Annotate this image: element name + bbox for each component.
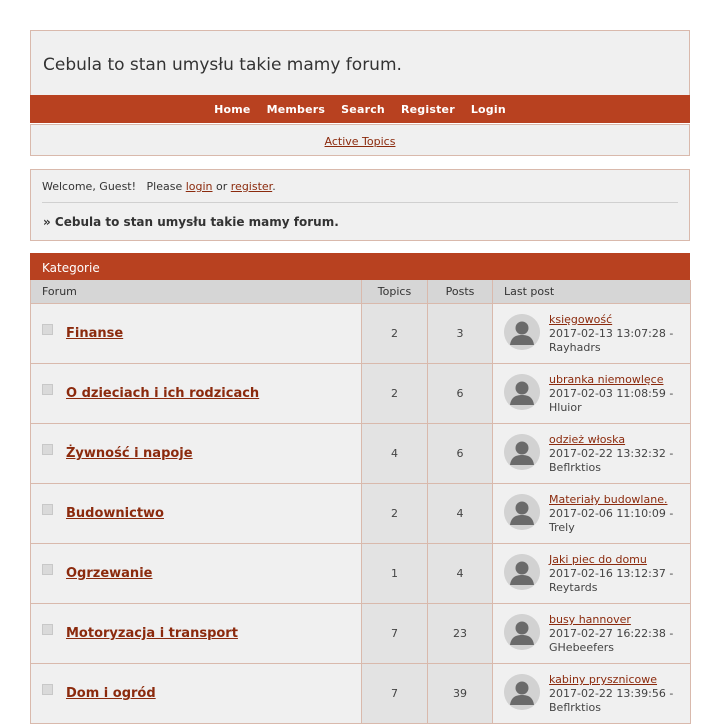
last-post-date: 2017-02-22 13:39:56 - [549, 687, 674, 700]
forum-cell [31, 364, 362, 424]
forum-status-icon [42, 324, 53, 335]
forum-cell [31, 304, 362, 364]
column-header-forum: Forum [31, 280, 362, 304]
sub-navigation [30, 124, 690, 156]
forum-link[interactable]: Dom i ogród [66, 686, 156, 701]
forum-link[interactable]: O dzieciach i ich rodzicach [66, 386, 260, 401]
forum-cell [31, 544, 362, 604]
column-header-posts: Posts [428, 280, 493, 304]
forum-status-icon [42, 384, 53, 395]
forum-link[interactable]: Budownictwo [66, 506, 164, 521]
register-link[interactable]: register [230, 180, 273, 193]
welcome-or: or [216, 180, 228, 193]
table-row [31, 364, 691, 424]
table-row [31, 604, 691, 664]
welcome-prefix: Welcome, Guest! Please [42, 180, 183, 193]
topics-count: 2 [362, 304, 428, 364]
last-post-user: Reytards [549, 581, 598, 594]
last-post-info [549, 673, 673, 715]
last-post-date: 2017-02-16 13:12:37 - [549, 567, 674, 580]
last-post-info [549, 433, 673, 475]
last-post-user: Hluior [549, 401, 582, 414]
category-header [30, 253, 690, 280]
topics-count: 7 [362, 604, 428, 664]
last-post-link[interactable]: busy hannover [549, 613, 631, 626]
forum-cell [31, 664, 362, 724]
table-row [31, 424, 691, 484]
nav-login-link[interactable]: Login [470, 102, 506, 116]
topics-count: 1 [362, 544, 428, 604]
last-post-user: GHebeefers [549, 641, 614, 654]
posts-count: 4 [428, 484, 493, 544]
last-post-cell [493, 424, 691, 484]
default-avatar-icon [504, 434, 540, 470]
forum-cell [31, 424, 362, 484]
last-post-info [549, 613, 673, 655]
breadcrumb: » Cebula to stan umysłu takie mamy forum. [43, 215, 339, 229]
active-topics-link[interactable]: Active Topics [324, 135, 396, 148]
column-header-topics: Topics [362, 280, 428, 304]
forum-link[interactable]: Żywność i napoje [66, 446, 193, 461]
last-post-cell [493, 364, 691, 424]
last-post-link[interactable]: ubranka niemowlęce [549, 373, 664, 386]
forum-status-icon [42, 504, 53, 515]
default-avatar-icon [504, 494, 540, 530]
forum-cell [31, 484, 362, 544]
last-post-cell [493, 544, 691, 604]
forum-status-icon [42, 564, 53, 575]
posts-count: 39 [428, 664, 493, 724]
last-post-date: 2017-02-27 16:22:38 - [549, 627, 674, 640]
last-post-cell [493, 304, 691, 364]
nav-search-link[interactable]: Search [341, 102, 385, 116]
forum-table [30, 280, 691, 724]
last-post-date: 2017-02-13 13:07:28 - [549, 327, 674, 340]
forum-cell [31, 604, 362, 664]
last-post-link[interactable]: Materiały budowlane. [549, 493, 668, 506]
topics-count: 2 [362, 484, 428, 544]
topics-count: 2 [362, 364, 428, 424]
category-title: Kategorie [42, 261, 100, 275]
default-avatar-icon [504, 614, 540, 650]
last-post-link[interactable]: kabiny prysznicowe [549, 673, 658, 686]
forum-rows [31, 304, 691, 724]
welcome-message [42, 180, 276, 193]
default-avatar-icon [504, 374, 540, 410]
nav-members-link[interactable]: Members [266, 102, 326, 116]
default-avatar-icon [504, 554, 540, 590]
last-post-date: 2017-02-22 13:32:32 - [549, 447, 674, 460]
default-avatar-icon [504, 674, 540, 710]
nav-register-link[interactable]: Register [400, 102, 455, 116]
default-avatar-icon [504, 314, 540, 350]
table-row [31, 664, 691, 724]
last-post-date: 2017-02-06 11:10:09 - [549, 507, 674, 520]
table-header-row [31, 280, 691, 304]
last-post-user: Rayhadrs [549, 341, 601, 354]
last-post-info [549, 373, 673, 415]
last-post-link[interactable]: księgowość [549, 313, 613, 326]
last-post-info [549, 553, 673, 595]
main-navbar [30, 95, 690, 123]
last-post-user: Beflrktios [549, 461, 601, 474]
column-header-last-post: Last post [493, 280, 691, 304]
welcome-divider [42, 202, 678, 203]
forum-status-icon [42, 444, 53, 455]
last-post-cell [493, 664, 691, 724]
table-row [31, 544, 691, 604]
topics-count: 4 [362, 424, 428, 484]
posts-count: 23 [428, 604, 493, 664]
table-row [31, 484, 691, 544]
posts-count: 3 [428, 304, 493, 364]
login-link[interactable]: login [185, 180, 213, 193]
welcome-suffix: . [272, 180, 276, 193]
site-header [30, 30, 690, 95]
forum-status-icon [42, 684, 53, 695]
table-row [31, 304, 691, 364]
forum-status-icon [42, 624, 53, 635]
last-post-cell [493, 604, 691, 664]
forum-link[interactable]: Ogrzewanie [66, 566, 153, 581]
last-post-info [549, 313, 673, 355]
last-post-link[interactable]: odzież włoska [549, 433, 626, 446]
topics-count: 7 [362, 664, 428, 724]
site-title: Cebula to stan umysłu takie mamy forum. [43, 55, 402, 75]
last-post-link[interactable]: Jaki piec do domu [549, 553, 647, 566]
nav-home-link[interactable]: Home [214, 102, 251, 116]
posts-count: 6 [428, 424, 493, 484]
last-post-cell [493, 484, 691, 544]
last-post-user: Beflrktios [549, 701, 601, 714]
forum-link[interactable]: Finanse [66, 326, 124, 341]
forum-link[interactable]: Motoryzacja i transport [66, 626, 238, 641]
last-post-info [549, 493, 673, 535]
posts-count: 4 [428, 544, 493, 604]
last-post-user: Trely [549, 521, 575, 534]
welcome-panel [30, 169, 690, 241]
last-post-date: 2017-02-03 11:08:59 - [549, 387, 674, 400]
posts-count: 6 [428, 364, 493, 424]
